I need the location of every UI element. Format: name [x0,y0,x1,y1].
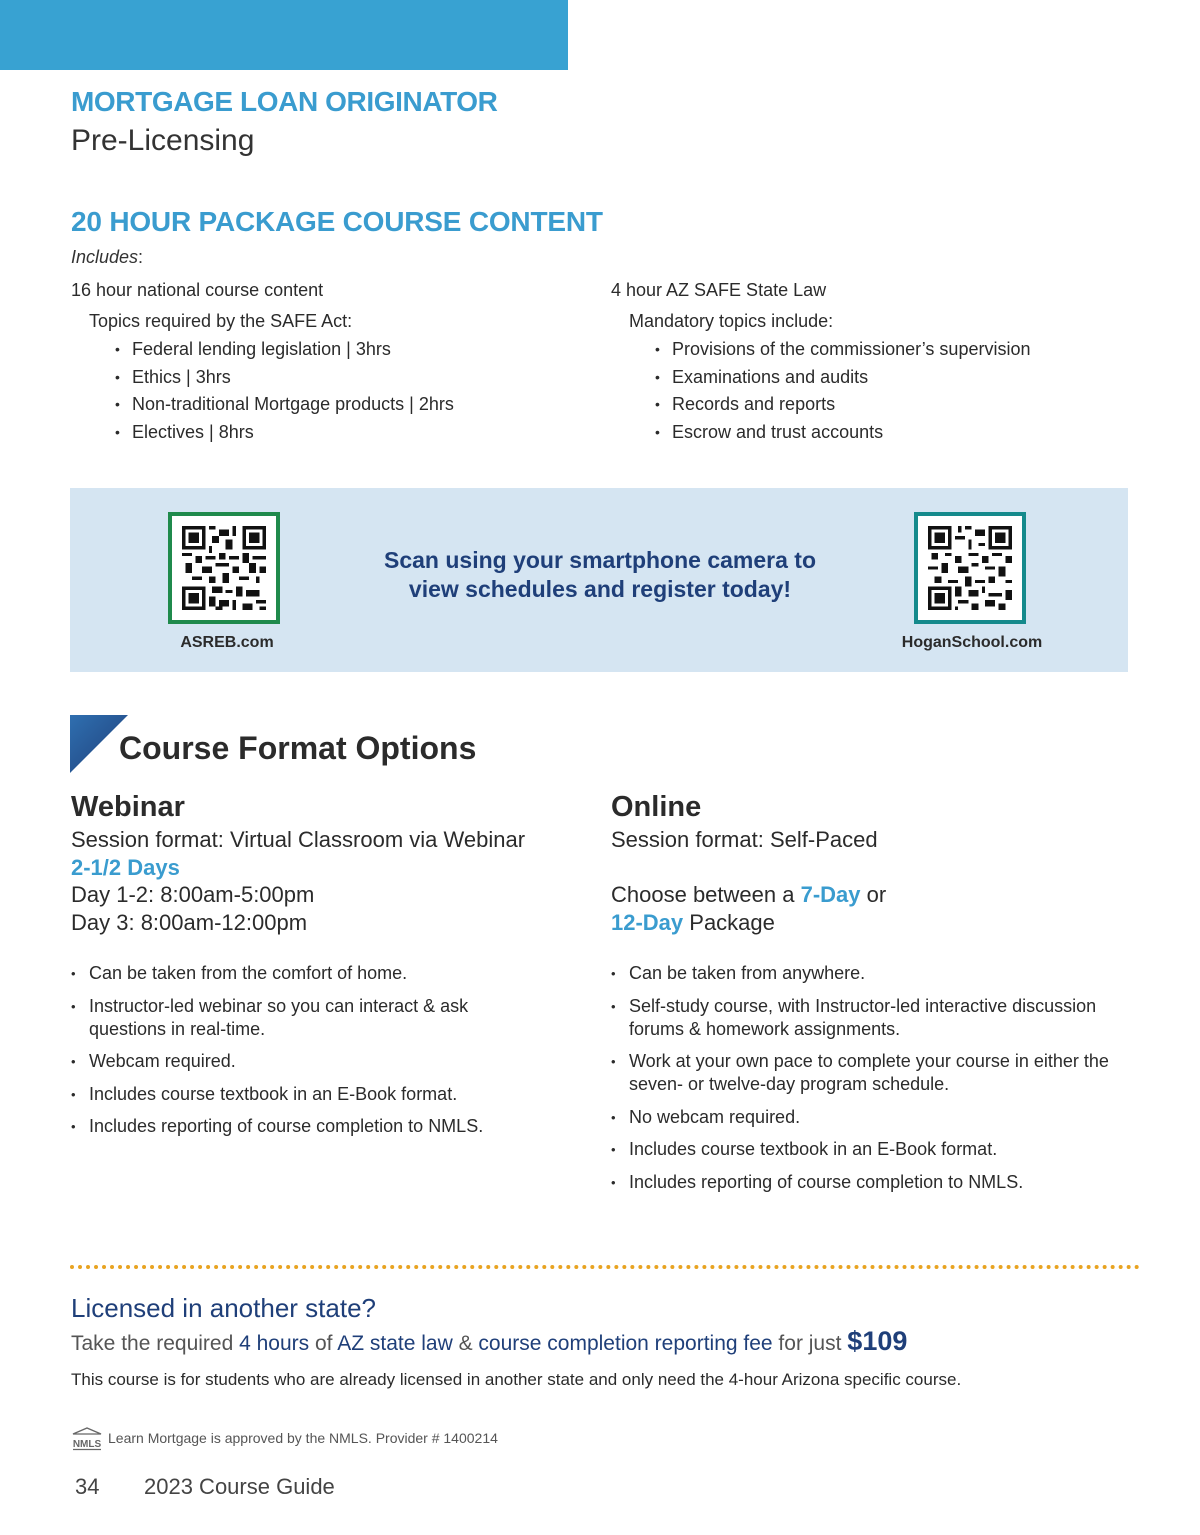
national-course-title: 16 hour national course content [71,280,324,300]
licensed-offer: Take the required 4 hours of AZ state law & course completion reporting fee for just $109 [71,1326,908,1356]
package-heading: 20 HOUR PACKAGE COURSE CONTENT [71,206,603,237]
page-number: 34 [75,1474,100,1499]
national-topic-list [115,336,454,446]
list-item: • Can be taken from the comfort of home. [71,962,491,985]
nmls-logo-icon [70,1427,104,1451]
webinar-title: Webinar [71,791,185,823]
online-session: Session format: Self-Paced [611,827,878,852]
online-title: Online [611,791,702,823]
twelve-day-option: 12-Day [611,909,684,935]
price: $109 [847,1326,908,1356]
list-item: • Includes course textbook in an E-Book format. [71,1083,491,1106]
list-item: • Includes reporting of course completion to NMLS. [71,1115,491,1138]
state-course-title: 4 hour AZ SAFE State Law [611,280,827,300]
webinar-duration: 2-1/2 Days [71,854,180,880]
list-item: • Webcam required. [71,1050,491,1073]
online-package-line: 12-Day Package [611,909,775,935]
list-item: • Escrow and trust accounts [655,419,1030,447]
hoganschool-link[interactable]: HoganSchool.com [901,634,1043,651]
list-item: • Records and reports [655,391,1030,419]
page-title: MORTGAGE LOAN ORIGINATOR [71,86,498,117]
scan-instructions [330,546,870,604]
webinar-day-1-2: Day 1-2: 8:00am-5:00pm [71,882,315,907]
svg-text:NMLS: NMLS [72,1439,102,1450]
spacer [611,854,886,882]
scan-line-1: Scan using your smartphone camera to [383,547,816,573]
seven-day-option: 7-Day [800,882,861,907]
list-item: • No webcam required. [611,1106,1131,1129]
list-item: • Work at your own pace to complete your course in either the seven- or twelve-day program schedule. [611,1050,1131,1096]
webinar-feature-list [71,962,491,1148]
state-topic-list [655,336,1030,446]
webinar-day-3: Day 3: 8:00am-12:00pm [71,909,308,935]
national-course-subtitle: Topics required by the SAFE Act: [89,311,353,331]
list-item: • Can be taken from anywhere. [611,962,1131,985]
state-course-subtitle: Mandatory topics include: [629,311,834,331]
scan-line-2: view schedules and register today! [408,576,792,602]
includes-label: Includes: [71,247,144,267]
list-item: • Examinations and audits [655,364,1030,392]
online-choose-line: Choose between a 7-Day or [611,882,887,907]
guide-title: 2023 Course Guide [144,1474,335,1499]
top-color-bar [0,0,568,70]
qr-code-icon[interactable] [914,512,1026,624]
list-item: • Federal lending legislation | 3hrs [115,336,454,364]
online-details [611,826,886,936]
asreb-link[interactable]: ASREB.com [180,634,274,651]
qr-code-right-graphic [928,526,1012,610]
list-item: • Includes reporting of course completion to NMLS. [611,1171,1131,1194]
qr-code-left-graphic [182,526,266,610]
nmls-approval-text: Learn Mortgage is approved by the NMLS. Provider # 1400214 [108,1430,498,1446]
list-item: • Ethics | 3hrs [115,364,454,392]
qr-code-icon[interactable] [168,512,280,624]
list-item: • Self-study course, with Instructor-led interactive discussion forums & homework assignments. [611,995,1131,1041]
list-item: • Non-traditional Mortgage products | 2hrs [115,391,454,419]
licensed-heading: Licensed in another state? [71,1293,376,1323]
list-item: • Provisions of the commissioner’s supervision [655,336,1030,364]
webinar-session: Session format: Virtual Classroom via Webinar [71,827,526,852]
online-feature-list [611,962,1131,1203]
list-item: • Includes course textbook in an E-Book format. [611,1138,1131,1161]
list-item: • Instructor-led webinar so you can interact & ask questions in real-time. [71,995,491,1041]
dotted-divider [70,1265,1140,1269]
course-format-heading: Course Format Options [119,730,477,766]
webinar-details [71,826,525,936]
page-subtitle: Pre-Licensing [71,124,255,157]
licensed-note: This course is for students who are already licensed in another state and only need the 4-hour Arizona specific course. [71,1370,962,1389]
list-item: • Electives | 8hrs [115,419,454,447]
